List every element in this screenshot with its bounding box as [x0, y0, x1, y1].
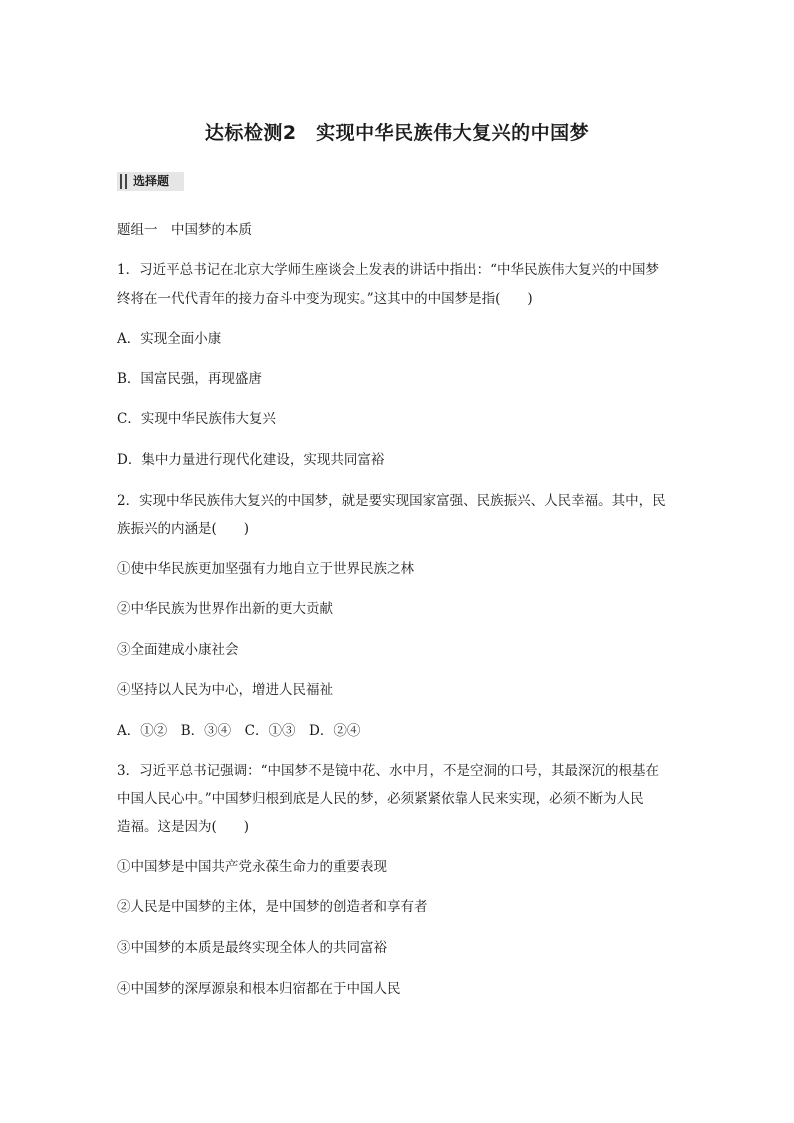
section-tag: [117, 172, 184, 191]
q1-stem-line: 终将在一代代青年的接力奋斗中变为现实。”这其中的中国梦是指( ): [117, 291, 533, 307]
tag-bar-decoration: [125, 174, 127, 189]
q2-stem-line: 族振兴的内涵是( ): [117, 521, 250, 537]
q3-item-4: ④中国梦的深厚源泉和根本归宿都在于中国人民: [117, 981, 401, 997]
group-heading: 题组一 中国梦的本质: [117, 222, 252, 238]
section-tag-label: 选择题: [133, 174, 170, 188]
q3-stem-line: 造福。这是因为( ): [117, 819, 250, 835]
q3-item-1: ①中国梦是中国共产党永葆生命力的重要表现: [117, 859, 387, 875]
q3-item-2: ②人民是中国梦的主体，是中国梦的创造者和享有者: [117, 899, 428, 915]
q2-answer-choices: A．①② B．③④ C．①③ D．②④: [117, 723, 361, 739]
q3-stem-line: 中国人民心中。”中国梦归根到底是人民的梦，必须紧紧依靠人民来实现，必须不断为人民: [117, 791, 644, 807]
q1-option-d: D．集中力量进行现代化建设，实现共同富裕: [117, 452, 385, 468]
q1-option-a: A．实现全面小康: [117, 331, 222, 347]
q2-item-3: ③全面建成小康社会: [117, 642, 239, 658]
q2-stem-line: 2．实现中华民族伟大复兴的中国梦，就是要实现国家富强、民族振兴、人民幸福。其中，民: [117, 493, 666, 509]
q1-option-c: C．实现中华民族伟大复兴: [117, 411, 276, 427]
q1-option-b: B．国富民强，再现盛唐: [117, 371, 262, 387]
q1-stem-line: 1．习近平总书记在北京大学师生座谈会上发表的讲话中指出：“中华民族伟大复兴的中国梦: [117, 262, 659, 278]
q3-item-3: ③中国梦的本质是最终实现全体人的共同富裕: [117, 940, 387, 956]
q2-item-4: ④坚持以人民为中心，增进人民福祉: [117, 682, 333, 698]
q2-item-1: ①使中华民族更加坚强有力地自立于世界民族之林: [117, 561, 414, 577]
page-title: 达标检测2 实现中华民族伟大复兴的中国梦: [204, 122, 590, 144]
q2-item-2: ②中华民族为世界作出新的更大贡献: [117, 601, 333, 617]
tag-bar-decoration: [120, 174, 122, 189]
q3-stem-line: 3．习近平总书记强调：“中国梦不是镜中花、水中月，不是空洞的口号，其最深沉的根基在: [117, 763, 659, 779]
